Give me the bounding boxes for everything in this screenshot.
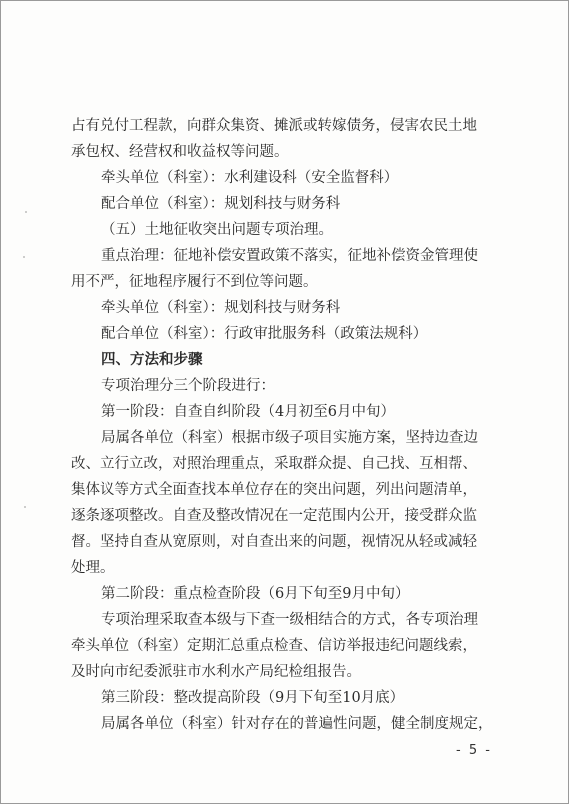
- text-line: 改、立行立改，对照治理重点，采取群众提、自己找、互相帮、: [71, 456, 477, 472]
- scan-speck: [24, 506, 26, 508]
- text-line: 督。坚持自查从宽原则，对自查出来的问题，视情况从轻或减轻: [71, 534, 477, 550]
- text-line: 及时向市纪委派驻市水利水产局纪检组报告。: [71, 664, 361, 680]
- text-line: 牵头单位（科室）：规划科技与财务科: [101, 300, 341, 316]
- text-line: 局属各单位（科室）针对存在的普遍性问题，健全制度规定，: [101, 716, 493, 732]
- text-line: 重点治理：征地补偿安置政策不落实，征地补偿资金管理使: [101, 248, 478, 264]
- section-heading: 四、方法和步骤: [101, 352, 203, 368]
- text-line: 局属各单位（科室）根据市级子项目实施方案，坚持边查边: [101, 430, 478, 446]
- text-line: 牵头单位（科室）：水利建设科（安全监督科）: [101, 170, 399, 186]
- body-text: [71, 113, 511, 737]
- text-line: 承包权、经营权和收益权等问题。: [71, 144, 289, 160]
- scan-speck: [23, 256, 25, 258]
- text-line: 第三阶段：整改提高阶段（9月下旬至10月底）: [101, 690, 405, 706]
- text-line: 用不严，征地程序履行不到位等问题。: [71, 274, 318, 290]
- text-line: 专项治理采取查本级与下查一级相结合的方式，各专项治理: [101, 612, 478, 628]
- scan-speck: [25, 211, 27, 213]
- page-number: - 5 -: [456, 743, 492, 758]
- text-line: 配合单位（科室）：行政审批服务科（政策法规科）: [101, 326, 428, 342]
- text-line: 牵头单位（科室）定期汇总重点检查、信访举报违纪问题线索，: [71, 638, 477, 654]
- text-line: 处理。: [71, 560, 115, 576]
- text-line: （五）土地征收突出问题专项治理。: [101, 222, 333, 238]
- text-line: 配合单位（科室）：规划科技与财务科: [101, 196, 341, 212]
- text-line: 集体议等方式全面查找本单位存在的突出问题，列出问题清单，: [71, 482, 477, 498]
- text-line: 逐条逐项整改。自查及整改情况在一定范围内公开，接受群众监: [71, 508, 477, 524]
- text-line: 占有兑付工程款，向群众集资、摊派或转嫁债务，侵害农民土地: [71, 118, 477, 134]
- text-line: 第二阶段：重点检查阶段（6月下旬至9月中旬）: [101, 586, 410, 602]
- text-line: 专项治理分三个阶段进行：: [101, 378, 275, 394]
- text-line: 第一阶段：自查自纠阶段（4月初至6月中旬）: [101, 404, 395, 420]
